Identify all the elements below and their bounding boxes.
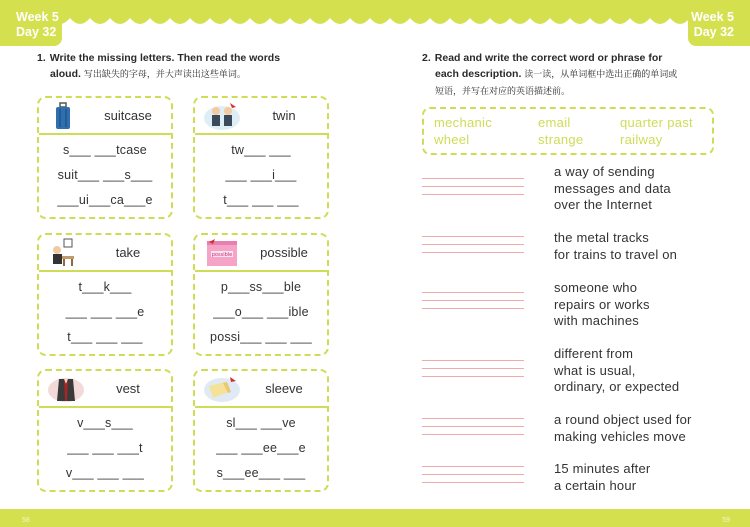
card-word: vest: [116, 381, 140, 396]
word-box-item: quarter past: [620, 115, 693, 130]
word-box-item: wheel: [434, 132, 470, 147]
description-line: the metal tracks: [554, 230, 649, 245]
writing-lines[interactable]: [422, 292, 524, 316]
description-5: [554, 412, 734, 445]
word-card-take: [37, 233, 173, 356]
missing-letters-line[interactable]: ___o___ ___ible: [213, 305, 309, 319]
missing-letters-line[interactable]: t___k___: [78, 280, 132, 294]
missing-letters-line[interactable]: possi___ ___ ___: [210, 330, 312, 344]
word-card-suitcase: [37, 96, 173, 219]
card-header: [195, 371, 327, 408]
possible-note-icon: [203, 238, 241, 268]
description-line: a certain hour: [554, 477, 637, 493]
missing-letters-line[interactable]: suit___ ___s___: [57, 168, 153, 182]
exercise-1-instruction: [37, 50, 327, 83]
bottom-band: [0, 509, 750, 527]
description-line: repairs or works: [554, 296, 650, 312]
vest-icon: [47, 374, 85, 404]
card-header: [39, 98, 171, 135]
exercise-1-number: 1.: [37, 52, 46, 64]
description-3: [554, 280, 734, 330]
description-line: making vehicles move: [554, 428, 686, 444]
description-line: someone who: [554, 280, 638, 295]
exercise-2-number: 2.: [422, 52, 431, 64]
description-line: with machines: [554, 313, 639, 328]
page-number-right: 59: [722, 517, 730, 524]
top-wave-band: [0, 0, 750, 30]
missing-letters-line[interactable]: sl___ ___ve: [226, 416, 296, 430]
description-6: [554, 461, 734, 494]
writing-lines[interactable]: [422, 236, 524, 260]
day-label-right: Day 32: [693, 25, 734, 39]
week-day-tag-right: [688, 0, 750, 46]
word-card-twin: [193, 96, 329, 219]
missing-letters-line[interactable]: tw___ ___: [231, 143, 291, 157]
missing-letters-line[interactable]: ___ ___ ___e: [65, 305, 145, 319]
suitcase-icon: [47, 101, 85, 131]
page-number-left: 58: [22, 517, 30, 524]
card-word: possible: [260, 245, 308, 260]
description-line: for trains to travel on: [554, 246, 678, 262]
missing-letters-line[interactable]: s___ee___ ___: [216, 466, 306, 480]
description-line: different from: [554, 346, 634, 361]
card-body: [195, 408, 327, 490]
description-line: over the Internet: [554, 197, 653, 212]
card-header: [195, 235, 327, 272]
missing-letters-line[interactable]: ___ ___ee___e: [216, 441, 306, 455]
description-line: a way of sending: [554, 164, 655, 179]
description-2: [554, 230, 734, 263]
card-header: [39, 371, 171, 408]
word-card-sleeve: [193, 369, 329, 492]
missing-letters-line[interactable]: p___ss___ble: [220, 280, 302, 294]
week-day-tag-left: [0, 0, 62, 46]
word-box-item: railway: [620, 132, 663, 147]
missing-letters-line[interactable]: v___ ___ ___: [65, 466, 145, 480]
word-box-item: strange: [538, 132, 584, 147]
day-label-left: Day 32: [16, 25, 57, 39]
missing-letters-line[interactable]: s___ ___tcase: [63, 143, 147, 157]
exercise-2-instruction-cn-2: 短语，并写在对应的英语描述前。: [435, 87, 571, 97]
exercise-2-instruction-line-1: Read and write the correct word or phrase for: [434, 52, 663, 64]
card-body: [39, 272, 171, 354]
word-card-possible: [193, 233, 329, 356]
word-box-item: email: [538, 115, 571, 130]
card-word: suitcase: [104, 108, 152, 123]
svg-text:possible: possible: [211, 252, 233, 258]
exercise-2-instruction: [422, 50, 714, 100]
week-label-left: Week 5: [16, 10, 59, 24]
missing-letters-line[interactable]: v___s___: [77, 416, 133, 430]
card-body: [39, 135, 171, 217]
card-body: [39, 408, 171, 490]
twins-icon: [203, 101, 241, 131]
week-label-right: Week 5: [691, 10, 734, 24]
word-box-item: mechanic: [434, 115, 493, 130]
description-line: what is usual,: [554, 362, 636, 378]
exercise-1-instruction-line-2: aloud.: [50, 68, 81, 80]
card-body: [195, 135, 327, 217]
missing-letters-line[interactable]: t___ ___ ___: [223, 193, 299, 207]
card-header: [195, 98, 327, 135]
description-line: messages and data: [554, 180, 671, 196]
description-line: 15 minutes after: [554, 461, 651, 476]
card-body: [195, 272, 327, 354]
missing-letters-line[interactable]: ___ ___i___: [225, 168, 297, 182]
word-card-vest: [37, 369, 173, 492]
description-line: ordinary, or expected: [554, 379, 680, 394]
card-word: sleeve: [265, 381, 303, 396]
take-photo-icon: [47, 238, 85, 268]
exercise-2-instruction-line-2: each description.: [435, 68, 522, 80]
card-word: twin: [272, 108, 296, 123]
writing-lines[interactable]: [422, 360, 524, 384]
exercise-1-instruction-cn: 写出缺失的字母，并大声读出这些单词。: [83, 70, 246, 80]
writing-lines[interactable]: [422, 178, 524, 202]
missing-letters-line[interactable]: ___ ___ ___t: [67, 441, 143, 455]
sleeve-icon: [203, 374, 241, 404]
description-line: a round object used for: [554, 412, 692, 427]
writing-lines[interactable]: [422, 418, 524, 442]
writing-lines[interactable]: [422, 466, 524, 490]
card-word: take: [115, 245, 141, 260]
exercise-2-instruction-cn-1: 读一读，从单词框中选出正确的单词或: [524, 70, 678, 80]
missing-letters-line[interactable]: ___ui___ca___e: [57, 193, 153, 207]
card-header: [39, 235, 171, 272]
word-box: [422, 107, 714, 155]
description-4: [554, 346, 734, 396]
missing-letters-line[interactable]: t___ ___ ___: [67, 330, 143, 344]
exercise-1-instruction-line-1: Write the missing letters. Then read the words: [49, 52, 281, 64]
description-1: [554, 164, 734, 214]
